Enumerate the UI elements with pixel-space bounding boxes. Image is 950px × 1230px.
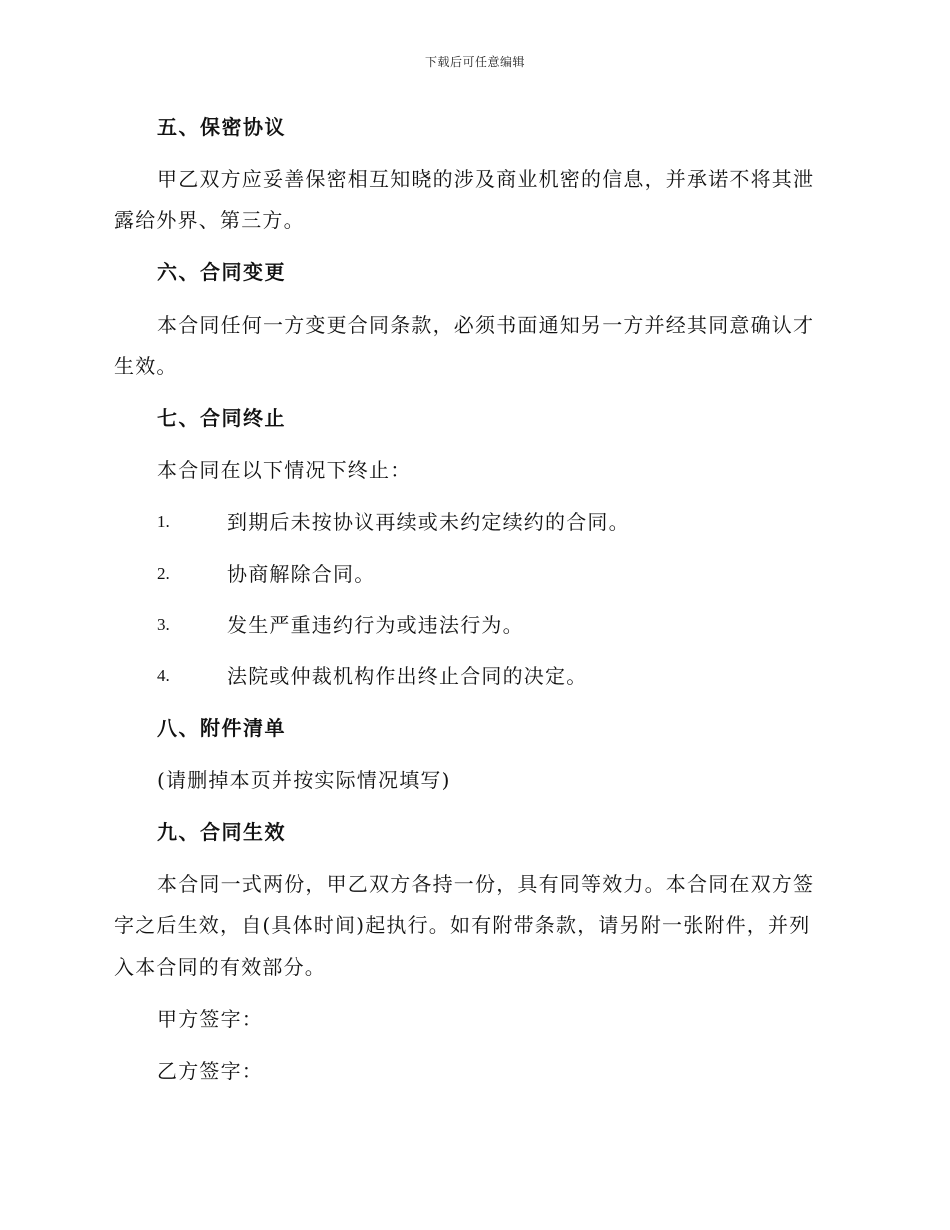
- list-item-text: 到期后未按协议再续或未约定续约的合同。: [227, 510, 630, 534]
- paragraph-line: 本合同任何一方变更合同条款，必须书面通知另一方并经其同意确认才: [157, 313, 815, 337]
- list-item-text: 法院或仲裁机构作出终止合同的决定。: [227, 664, 588, 688]
- list-item-number: 1.: [157, 512, 170, 531]
- paragraph-line: 本合同一式两份，甲乙双方各持一份，具有同等效力。本合同在双方签: [157, 872, 815, 896]
- section-heading-effectiveness: 九、合同生效: [157, 820, 286, 844]
- section-heading-termination: 七、合同终止: [157, 406, 286, 430]
- section-heading-attachments: 八、附件清单: [157, 716, 286, 740]
- paragraph-line: 本合同在以下情况下终止：: [157, 458, 412, 482]
- section-heading-amendment: 六、合同变更: [157, 260, 286, 284]
- party-a-signature-label: 甲方签字：: [157, 1007, 263, 1031]
- paragraph-line: 入本合同的有效部分。: [114, 955, 326, 979]
- paragraph-line: 露给外界、第三方。: [114, 208, 305, 232]
- list-item-number: 2.: [157, 564, 170, 583]
- list-item-text: 发生严重违约行为或违法行为。: [227, 613, 524, 637]
- party-b-signature-label: 乙方签字：: [157, 1059, 263, 1083]
- list-item-number: 3.: [157, 615, 170, 634]
- paragraph-line: 生效。: [114, 354, 178, 378]
- list-item-text: 协商解除合同。: [227, 562, 376, 586]
- paragraph-line: 甲乙双方应妥善保密相互知晓的涉及商业机密的信息，并承诺不将其泄: [157, 167, 815, 191]
- list-item-number: 4.: [157, 666, 170, 685]
- page-header: 下载后可任意编辑: [424, 55, 525, 69]
- paragraph-line: 字之后生效，自(具体时间)起执行。如有附带条款，请另附一张附件，并列: [114, 913, 811, 937]
- attachment-note: (请删掉本页并按实际情况填写): [157, 768, 451, 792]
- section-heading-confidentiality: 五、保密协议: [157, 115, 286, 139]
